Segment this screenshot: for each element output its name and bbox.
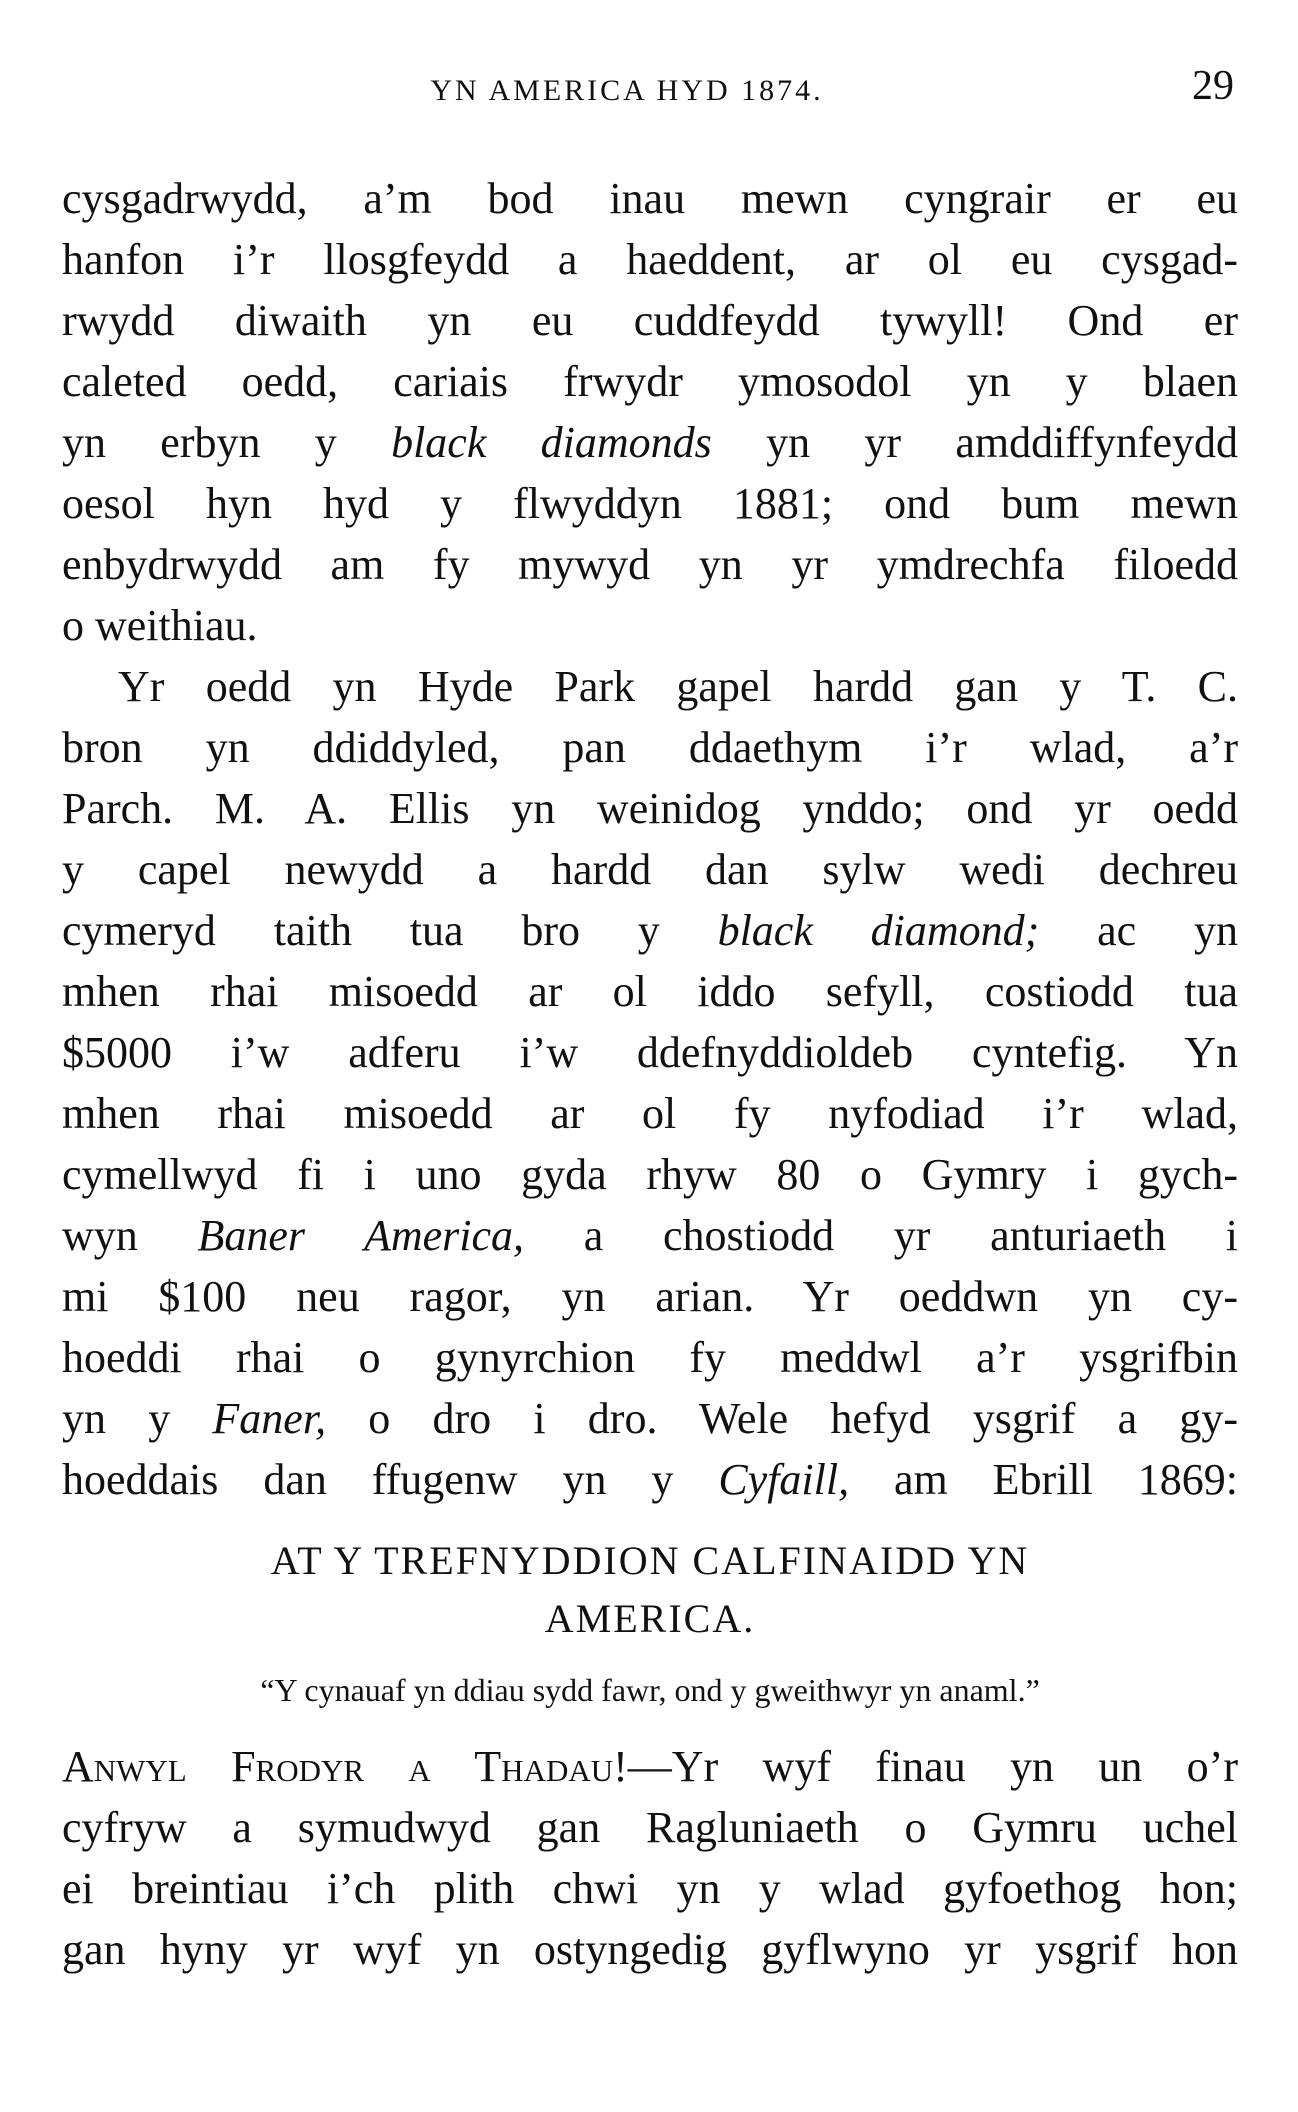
text-line: y capel newydd a hardd dan sylw wedi dechreu (62, 845, 1238, 894)
text-line (62, 412, 1238, 473)
letter-salutation: Anwyl Frodyr a Thadau! (62, 1742, 628, 1791)
section-heading-line-2: AMERICA. (544, 1596, 756, 1641)
text-line: mi $100 neu ragor, yn arian. Yr oeddwn yn cy- (62, 1272, 1238, 1321)
text-line: bron yn ddiddyled, pan ddaethym i’r wlad, a’r (62, 723, 1238, 772)
letter-first-line-rest: —Yr wyf finau yn un o’r (627, 1742, 1238, 1791)
epigraph: “Y cynauaf yn ddiau sydd fawr, ond y gweithwyr yn anaml.” (260, 1672, 1040, 1708)
text-run: yn y (62, 1394, 213, 1443)
text-run: ac yn (1039, 906, 1238, 955)
text-line: hoeddi rhai o gynyrchion fy meddwl a’r ysgrifbin (62, 1333, 1238, 1382)
text-run: am Ebrill 1869: (849, 1455, 1239, 1504)
text-line: Yr oedd yn Hyde Park gapel hardd gan y T. C. (118, 662, 1238, 711)
text-run: yn erbyn y (62, 418, 392, 467)
text-run: yn yr amddiffynfeydd (711, 418, 1238, 467)
text-line: cysgadrwydd, a’m bod inau mewn cyngrair er eu (62, 174, 1238, 223)
letter-line (62, 1736, 1238, 1797)
text-line (62, 1205, 1238, 1266)
text-line: $5000 i’w adferu i’w ddefnyddioldeb cyntefig. Yn (62, 1028, 1238, 1077)
paragraph-1 (62, 168, 1238, 656)
text-line: mhen rhai misoedd ar ol iddo sefyll, costiodd tua (62, 967, 1238, 1016)
text-run: hoeddais dan ffugenw yn y (62, 1455, 719, 1504)
text-line: enbydrwydd am fy mywyd yn yr ymdrechfa filoedd (62, 540, 1238, 589)
text-line: hanfon i’r llosgfeydd a haeddent, ar ol eu cysgad- (62, 235, 1238, 284)
text-line: o weithiau. (62, 601, 258, 650)
italic-run: black diamond; (717, 906, 1040, 955)
section-heading-line-1: AT Y TREFNYDDION CALFINAIDD YN (270, 1538, 1030, 1583)
italic-run: Cyfaill, (718, 1455, 850, 1504)
running-title: YN AMERICA HYD 1874. (430, 74, 824, 107)
text-run: wyn (62, 1211, 198, 1260)
page-number: 29 (1192, 63, 1234, 109)
text-line (62, 1388, 1238, 1449)
text-line: Parch. M. A. Ellis yn weinidog ynddo; ond yr oedd (62, 784, 1238, 833)
text-line: caleted oedd, cariais frwydr ymosodol yn y blaen (62, 357, 1238, 406)
text-run: a chostiodd yr anturiaeth i (524, 1211, 1239, 1260)
text-line: oesol hyn hyd y flwyddyn 1881; ond bum mewn (62, 479, 1238, 528)
page-header (62, 62, 1242, 122)
italic-run: black diamonds (391, 418, 712, 467)
text-run: o dro i dro. Wele hefyd ysgrif a gy- (326, 1394, 1238, 1443)
text-line: ei breintiau i’ch plith chwi yn y wlad gyfoethog hon; (62, 1864, 1238, 1913)
letter-body (62, 1797, 1238, 1980)
text-line: gan hyny yr wyf yn ostyngedig gyflwyno yr ysgrif hon (62, 1925, 1238, 1974)
italic-run: Baner America, (197, 1211, 525, 1260)
text-line (62, 1449, 1238, 1510)
italic-run: Faner, (212, 1394, 327, 1443)
text-line (62, 900, 1238, 961)
text-run: cymeryd taith tua bro y (62, 906, 718, 955)
text-line: cymellwyd fi i uno gyda rhyw 80 o Gymry i gych- (62, 1150, 1238, 1199)
text-line: rwydd diwaith yn eu cuddfeydd tywyll! Ond er (62, 296, 1238, 345)
text-line: cyfryw a symudwyd gan Ragluniaeth o Gymru uchel (62, 1803, 1238, 1852)
paragraph-2 (62, 656, 1238, 1510)
body-text (62, 168, 1238, 1980)
text-line: mhen rhai misoedd ar ol fy nyfodiad i’r wlad, (62, 1089, 1238, 1138)
